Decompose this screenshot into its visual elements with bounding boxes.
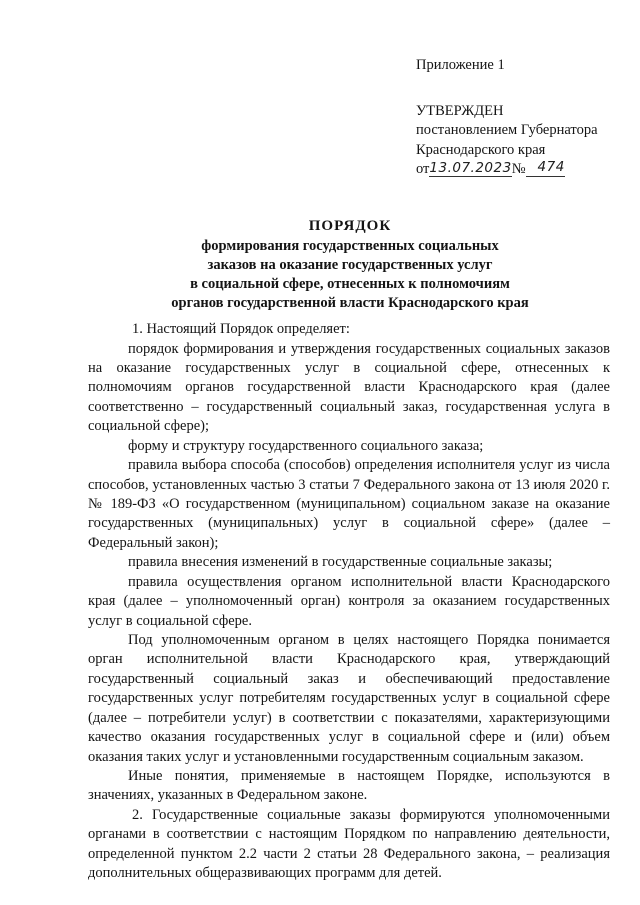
decree-line-2: Краснодарского края xyxy=(416,141,546,158)
document-body xyxy=(88,320,610,884)
from-prefix: от xyxy=(416,161,430,177)
document-title xyxy=(100,217,600,313)
approval-block xyxy=(416,56,631,180)
paragraph-6: правила осуществления органом исполнительной власти Краснодарского края (далее – уполномоченный орган) контроля за оказанием государственных услуг в социальной сфере. xyxy=(88,573,610,629)
paragraph-1: 1. Настоящий Порядок определяет: xyxy=(132,321,350,337)
paragraph-3: форму и структуру государственного социального заказа; xyxy=(128,437,484,454)
decree-line-1: постановлением Губернатора xyxy=(416,122,598,138)
handwritten-number: 474 xyxy=(537,159,565,175)
handwritten-date: 13.07.2023 xyxy=(429,160,512,176)
paragraph-7: Под уполномоченным органом в целях настоящего Порядка понимается орган исполнительной власти Краснодарского края, утверждающий государственный социальный заказ и обеспечивающий предоставление государственных услуг потребителям государственных услуг в социальной сфере (далее – потребители услуг) в соответствии с показателями, характеризующими качество оказания государственных услуг в социальной сфере и (или) объем оказания таких услуг и установленными государственным социальным заказом. xyxy=(88,632,610,765)
decree-date-number xyxy=(416,160,631,180)
number-field xyxy=(526,159,565,177)
paragraph-9: 2. Государственные социальные заказы формируются уполномоченными органами в соответствии с настоящим Порядком по направлению деятельности, определенной пунктом 2.2 части 2 статьи 28 Федерального закона, – реализация дополнительных общеразвивающих программ для детей. xyxy=(88,806,610,882)
title-heading: ПОРЯДОК xyxy=(308,218,392,234)
paragraph-4: правила выбора способа (способов) определения исполнителя услуг из числа способов, установленных частью 3 статьи 7 Федерального закона от 13 июля 2020 г. № 189-ФЗ «О государственном (муниципальном) социальном заказе на оказание государственных (муниципальных) услуг в социальной сфере» (далее – Федеральный закон); xyxy=(88,457,610,551)
number-prefix: № xyxy=(511,161,526,177)
paragraph-8: Иные понятия, применяемые в настоящем Порядке, используются в значениях, указанных в Федеральном законе. xyxy=(88,768,610,804)
title-line-3: в социальной сфере, отнесенных к полномочиям xyxy=(190,276,510,292)
title-line-4: органов государственной власти Краснодарского края xyxy=(171,295,529,311)
date-field xyxy=(429,162,511,177)
title-line-1: формирования государственных социальных xyxy=(201,238,499,254)
appendix-label: Приложение 1 xyxy=(416,57,505,73)
title-line-2: заказов на оказание государственных услуг xyxy=(207,257,493,273)
paragraph-5: правила внесения изменений в государственные социальные заказы; xyxy=(128,554,553,571)
approved-label: УТВЕРЖДЕН xyxy=(416,102,504,119)
paragraph-2: порядок формирования и утверждения государственных социальных заказов на оказание государственных услуг в социальной сфере, отнесенных к полномочиям органов государственной власти Краснодарского края (далее соответственно – государственный социальный заказ, государственная услуга в социальной сфере); xyxy=(88,340,610,435)
